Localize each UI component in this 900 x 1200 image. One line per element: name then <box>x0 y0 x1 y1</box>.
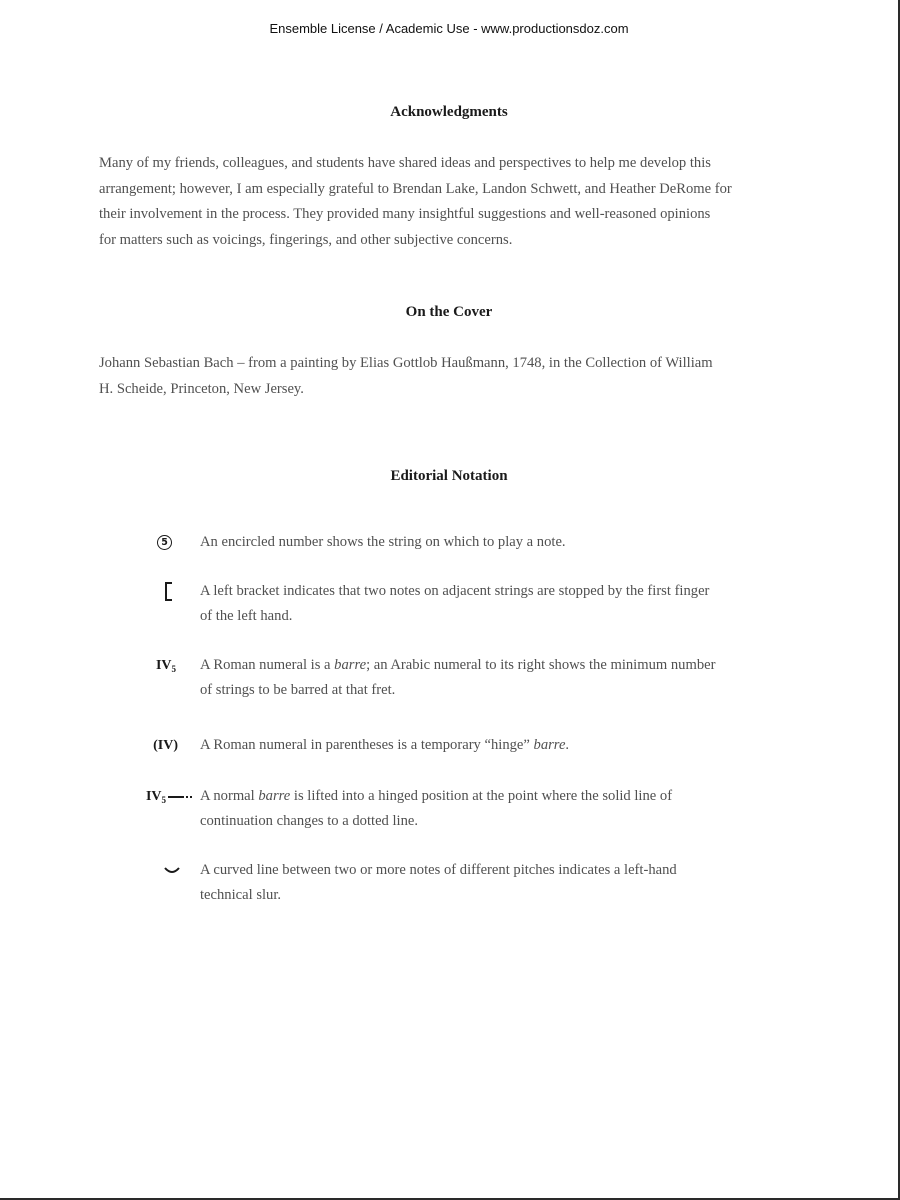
notation-line: continuation changes to a dotted line. <box>200 813 419 829</box>
cover-paragraph <box>99 351 802 402</box>
license-header: Ensemble License / Academic Use - www.productionsdoz.com <box>269 21 629 36</box>
notation-description <box>200 733 800 758</box>
roman-numeral: IV <box>145 789 162 804</box>
notation-line: A left bracket indicates that two notes on adjacent strings are stopped by the first finger <box>200 583 710 599</box>
notation-line: A curved line between two or more notes of different pitches indicates a left-hand <box>200 862 677 878</box>
text-run: ; an Arabic numeral to its right shows the minimum number <box>366 657 716 673</box>
acknowledgments-paragraph <box>99 151 802 253</box>
solid-line-icon <box>168 796 182 798</box>
notation-line <box>200 784 800 809</box>
notation-line: technical slur. <box>200 887 282 903</box>
notation-line: of strings to be barred at that fret. <box>200 682 396 698</box>
notation-line: of the left hand. <box>200 608 293 624</box>
roman-numeral: (IV) <box>153 738 178 753</box>
slur-curve-icon <box>164 867 180 875</box>
acknowledgments-line: Many of my friends, colleagues, and students have shared ideas and perspectives to help me develop this <box>99 155 711 171</box>
notation-symbol <box>92 530 172 555</box>
notation-description <box>200 653 800 703</box>
italic-term: barre <box>334 657 367 673</box>
arabic-subscript: 5 <box>161 795 166 805</box>
parenthesized-roman-numeral-icon <box>98 733 178 758</box>
text-run: A Roman numeral in parentheses is a temporary “hinge” <box>200 737 534 753</box>
notation-description <box>200 530 800 555</box>
dotted-line-icon <box>182 796 192 798</box>
cover-line: H. Scheide, Princeton, New Jersey. <box>99 380 304 397</box>
encircled-number-icon: 5 <box>157 535 172 550</box>
italic-term: barre <box>258 788 291 804</box>
roman-numeral-barre-icon <box>96 653 176 682</box>
acknowledgments-title: Acknowledgments <box>390 104 508 120</box>
acknowledgments-line: arrangement; however, I am especially grateful to Brendan Lake, Landon Schwett, and Heather DeRome for <box>99 180 732 197</box>
cover-line: Johann Sebastian Bach – from a painting by Elias Gottlob Haußmann, 1748, in the Collection of William <box>99 355 713 371</box>
notation-description <box>200 579 800 629</box>
notation-description <box>200 784 800 834</box>
text-run: . <box>565 737 570 753</box>
notation-symbol <box>92 579 172 604</box>
notation-symbol <box>100 858 180 883</box>
acknowledgments-line: their involvement in the process. They provided many insightful suggestions and well-reasoned opinions <box>99 206 711 222</box>
notation-line <box>200 733 800 758</box>
roman-numeral: IV <box>155 658 172 673</box>
hinged-barre-line-icon <box>112 784 192 813</box>
acknowledgments-line: for matters such as voicings, fingerings, and other subjective concerns. <box>99 231 513 248</box>
left-bracket-icon <box>165 582 172 601</box>
italic-term: barre <box>533 737 566 753</box>
notation-line <box>200 653 800 678</box>
notation-title: Editorial Notation <box>390 468 508 484</box>
cover-title: On the Cover <box>405 304 493 320</box>
text-run: is lifted into a hinged position at the point where the solid line of <box>290 788 673 804</box>
text-run: A normal <box>200 788 259 804</box>
arabic-subscript: 5 <box>171 664 176 674</box>
notation-description <box>200 858 800 908</box>
text-run: A Roman numeral is a <box>200 657 335 673</box>
notation-line: An encircled number shows the string on which to play a note. <box>200 534 566 550</box>
